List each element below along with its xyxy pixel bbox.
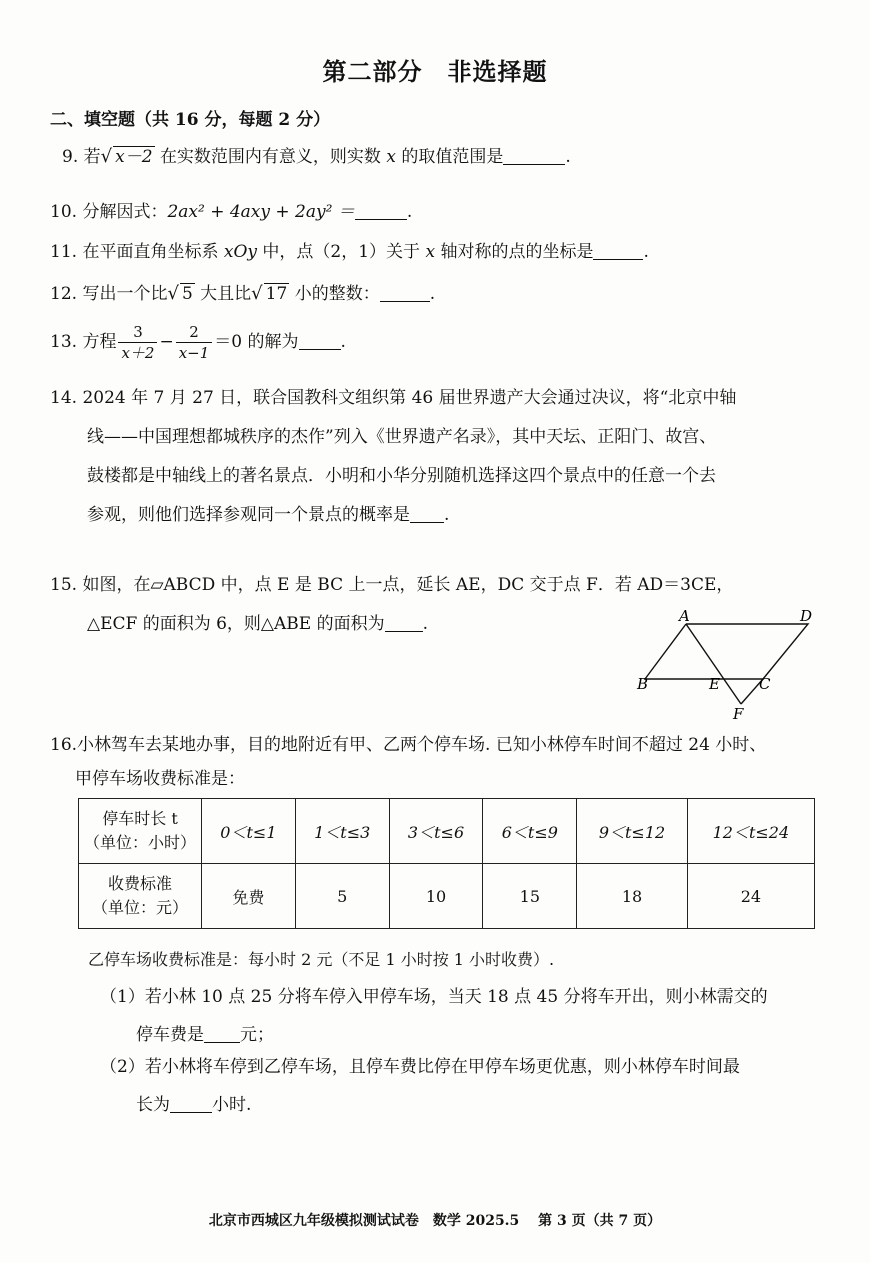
q9-end: .	[565, 147, 571, 167]
q14-line4: 参观，则他们选择参观同一个景点的概率是	[87, 505, 410, 525]
q13-minus: −	[159, 332, 174, 352]
figure-line-abcd	[645, 624, 808, 679]
q13-pre: 方程	[82, 332, 117, 352]
q9-post: 的取值范围是	[401, 147, 504, 167]
table-header-fee	[79, 864, 202, 929]
q16-line1: 小林驾车去某地办事，目的地附近有甲、乙两个停车场. 已知小林停车时间不超过 24 小时、	[77, 735, 767, 755]
page-title: 第二部分 非选择题	[322, 57, 548, 86]
question-13	[50, 322, 346, 363]
q14-answer-blank[interactable]	[410, 504, 444, 523]
q16-part1-line1: （1）若小林 10 点 25 分将车停入甲停车场，当天 18 点 45 分将车开出，则小林需交的	[100, 987, 768, 1007]
q11-mid: 中，点（2，1）关于	[262, 242, 421, 262]
q16-part1-answer-blank[interactable]	[204, 1024, 240, 1043]
question-14	[50, 379, 820, 535]
yi-rule: 乙停车场收费标准是：每小时 2 元（不足 1 小时按 1 小时收费）.	[88, 950, 555, 969]
parallelogram-figure	[630, 605, 820, 725]
q13-answer-blank[interactable]	[299, 331, 341, 350]
fee-cell: 5	[295, 864, 389, 929]
section-heading: 二、填空题（共 16 分，每题 2 分）	[50, 110, 331, 130]
q16-p1-pre: 停车费是	[136, 1025, 204, 1045]
q13-f2-numerator: 2	[176, 322, 213, 343]
range-cell: 6＜t≤9	[483, 799, 577, 864]
header-duration-line2: （单位：小时）	[83, 833, 196, 852]
q10-text: 分解因式：	[82, 202, 168, 222]
q11-pre: 在平面直角坐标系	[82, 242, 219, 262]
q16-p1-post: 元；	[240, 1025, 274, 1045]
q12-post: 小的整数：	[294, 284, 380, 304]
q16-part2-answer-blank[interactable]	[170, 1094, 212, 1113]
q14-line3: 鼓楼都是中轴线上的著名景点．小明和小华分别随机选择这四个景点中的任意一个去	[87, 466, 716, 486]
q9-var: x	[386, 147, 396, 167]
q14-end: .	[444, 505, 450, 525]
fee-cell: 15	[483, 864, 577, 929]
fee-cell: 免费	[202, 864, 296, 929]
q10-expr: 2ax² + 4axy + 2ay² ＝	[167, 202, 355, 222]
q16-p2-post: 小时.	[212, 1095, 252, 1115]
header-fee-line2: （单位：元）	[91, 898, 188, 917]
radical-sign-icon: √	[251, 283, 263, 304]
table-row	[79, 864, 815, 929]
q14-line1: 2024 年 7 月 27 日，联合国教科文组织第 46 届世界遗产大会通过决议，将“北京中轴	[82, 388, 737, 408]
range-cell: 9＜t≤12	[577, 799, 688, 864]
q11-end: .	[643, 242, 649, 262]
q14-line2: 线——中国理想都城秩序的杰作”列入《世界遗产名录》，其中天坛、正阳门、故宫、	[87, 427, 717, 447]
q12-answer-blank[interactable]	[380, 283, 430, 302]
q14-number: 14.	[50, 388, 78, 408]
page-footer: 北京市西城区九年级模拟测试试卷 数学 2025.5 第 3 页（共 7 页）	[208, 1213, 662, 1229]
q13-f1-numerator: 3	[118, 322, 157, 343]
q11-var: x	[425, 242, 436, 262]
q15-answer-blank[interactable]	[385, 613, 423, 632]
table-row	[79, 799, 815, 864]
q12-radicand-2: 17	[265, 284, 288, 304]
q9-pre: 若	[83, 147, 101, 167]
fee-table	[78, 798, 815, 929]
figure-label-d: D	[800, 607, 813, 625]
q16-part2-line1: （2）若小林将车停到乙停车场，且停车费比停在甲停车场更优惠，则小林停车时间最	[100, 1057, 740, 1077]
header-duration-line1: 停车时长 t	[102, 809, 178, 828]
radical-sign-icon: √	[167, 283, 179, 304]
range-cell: 1＜t≤3	[295, 799, 389, 864]
q11-post: 轴对称的点的坐标是	[440, 242, 594, 262]
q16-part2-line2	[136, 1093, 251, 1117]
header-fee-line1: 收费标准	[107, 874, 172, 893]
range-cell: 3＜t≤6	[389, 799, 483, 864]
question-10	[50, 200, 412, 224]
q11-sys: xOy	[223, 242, 257, 262]
q12-mid: 大且比	[200, 284, 252, 304]
q14-text	[50, 379, 820, 535]
q10-answer-blank[interactable]	[355, 201, 407, 220]
q16-p2-pre: 长为	[136, 1095, 170, 1115]
fee-cell: 24	[687, 864, 814, 929]
q11-number: 11.	[50, 242, 78, 262]
q15-end: .	[422, 614, 428, 634]
q15-line1: 如图，在▱ABCD 中，点 E 是 BC 上一点，延长 AE，DC 交于点 F．若 AD＝3CE，	[82, 575, 734, 595]
q9-number: 9.	[62, 147, 79, 167]
range-cell: 0＜t≤1	[202, 799, 296, 864]
question-9	[62, 145, 571, 169]
figure-label-b: B	[637, 675, 649, 693]
q16-line2: 甲停车场收费标准是：	[75, 769, 245, 789]
q13-fraction-1	[118, 322, 157, 363]
question-11	[50, 240, 649, 264]
q13-eq: ＝0 的解为	[214, 332, 299, 352]
table-header-duration	[79, 799, 202, 864]
radical-sign-icon: √	[100, 146, 113, 167]
q16-number: 16.	[50, 735, 78, 755]
q13-f2-denominator: x−1	[178, 344, 210, 362]
q11-answer-blank[interactable]	[593, 241, 643, 260]
figure-label-e: E	[709, 675, 720, 693]
q13-f1-denominator: x＋2	[121, 344, 155, 362]
q12-radicand-1: 5	[181, 284, 193, 304]
q15-number: 15.	[50, 575, 78, 595]
q12-pre: 写出一个比	[82, 284, 168, 304]
question-12	[50, 282, 435, 306]
q10-end: .	[406, 202, 413, 222]
q9-answer-blank[interactable]	[503, 146, 565, 165]
q12-number: 12.	[50, 284, 78, 304]
q13-fraction-2	[176, 322, 213, 363]
q16-part1-line2	[136, 1023, 274, 1047]
q15-line2: △ECF 的面积为 6，则△ABE 的面积为	[87, 614, 385, 634]
q10-number: 10.	[50, 202, 78, 222]
q9-radicand: x－2	[115, 147, 153, 167]
q12-end: .	[429, 284, 436, 304]
figure-label-a: A	[679, 607, 690, 625]
figure-label-f: F	[733, 705, 744, 723]
figure-label-c: C	[759, 675, 771, 693]
q13-number: 13.	[50, 332, 78, 352]
q13-end: .	[340, 332, 346, 352]
question-16-intro	[50, 733, 766, 757]
range-cell: 12＜t≤24	[687, 799, 814, 864]
fee-cell: 18	[577, 864, 688, 929]
fee-cell: 10	[389, 864, 483, 929]
q9-mid: 在实数范围内有意义，则实数	[159, 147, 381, 167]
